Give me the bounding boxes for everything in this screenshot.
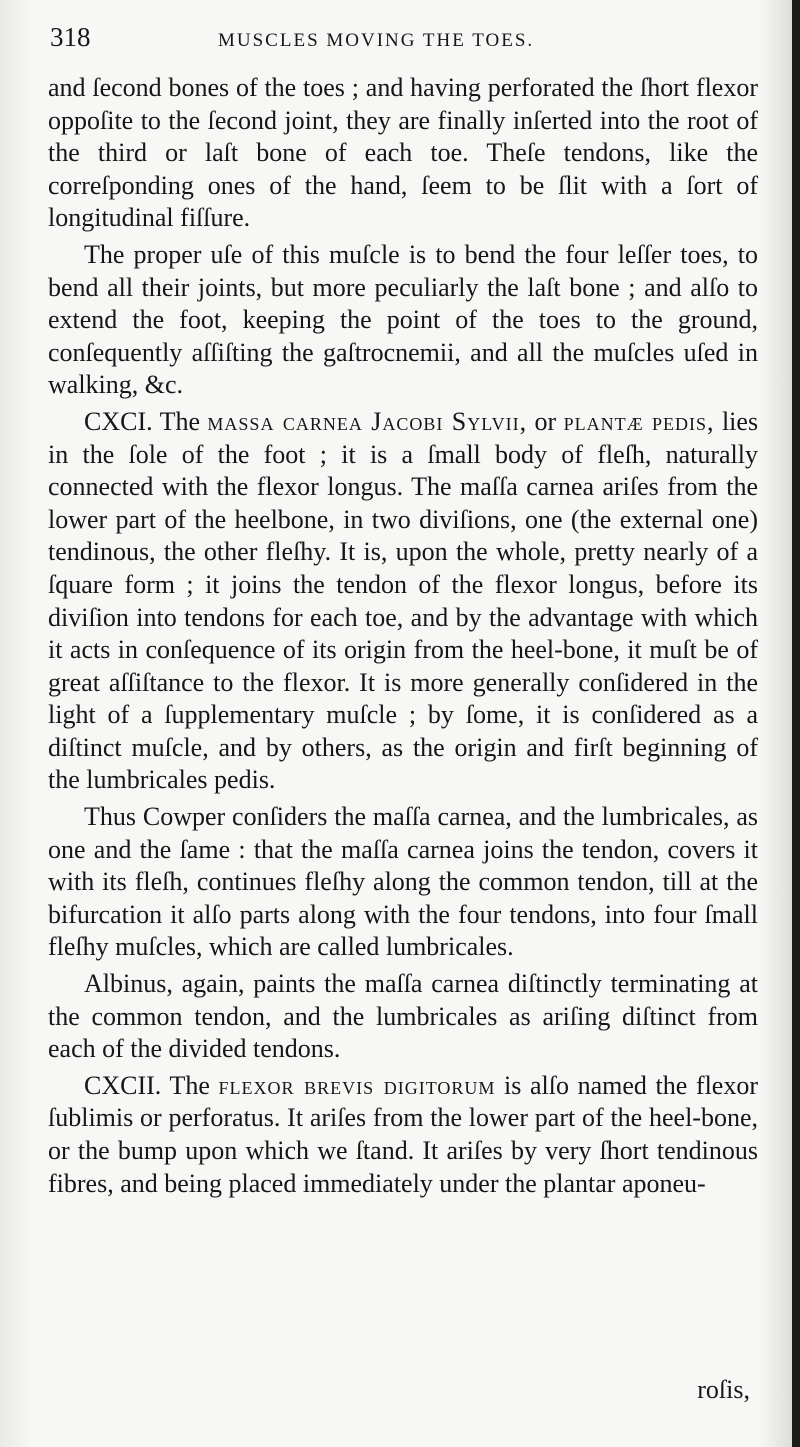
page-number: 318: [50, 22, 91, 52]
muscle-term: flexor brevis digitorum: [218, 1070, 496, 1100]
catchword: roſis,: [697, 1375, 750, 1404]
paragraph-word: The: [159, 406, 200, 436]
muscle-term: massa carnea Jacobi Sylvii,: [207, 406, 528, 436]
page-header: [50, 22, 760, 62]
body-text: [48, 72, 758, 1204]
paragraph-1: and ſecond bones of the toes ; and having perforated the ſhort flexor oppoſite to the ſecond joint, they are finally inſerted into the root of the third or laſt bone of each toe. Theſe tendons, like the correſponding ones of the hand, ſeem to be ſlit with a ſort of longitudinal fiſſure.: [48, 73, 758, 233]
paragraph-5: Albinus, again, paints the maſſa carnea diſtinctly terminating at the common tendon, and the lumbricales as ariſing diſtinct from each of the divided tendons.: [48, 969, 758, 1064]
paragraph-4: Thus Cowper conſiders the maſſa carnea, and the lumbricales, as one and the ſame : that the maſſa carnea joins the tendon, covers it with its fleſh, continues fleſhy along the common tendon, till at the bifurcation it alſo parts along with the four tendons, into four ſmall fleſhy muſcles, which are called lumbricales.: [48, 802, 758, 962]
page-edge-shadow: [792, 0, 800, 1447]
paragraph-text: lies in the ſole of the foot ; it is a ſmall body of fleſh, naturally connected with the flexor longus. The maſſa carnea ariſes from the lower part of the heelbone, in two diviſions, one (the external one) tendinous, the other fleſhy. It is, upon the whole, pretty nearly of a ſquare form ; it joins the tendon of the flexor longus, before its diviſion into tendons for each toe, and by the advantage with which it acts in conſequence of its origin from the heel-bone, it muſt be of great aſſiſtance to the flexor. It is more generally conſidered in the light of a ſupplementary muſcle ; by ſome, it is conſidered as a diſtinct muſcle, and by others, as the origin and firſt beginning of the lumbricales pedis.: [48, 406, 759, 795]
paragraph-word: The: [169, 1070, 210, 1100]
paragraph-2: The proper uſe of this muſcle is to bend the four leſſer toes, to bend all their joints, but more peculiarly the laſt bone ; and alſo to extend the foot, keeping the point of the toes to the ground, conſequently aſſiſting the gaſtrocnemii, and all the muſcles uſed in walking, &c.: [48, 239, 758, 400]
section-number: CXCII.: [84, 1070, 162, 1100]
section-number: CXCI.: [84, 406, 153, 436]
running-head: MUSCLES MOVING THE TOES.: [218, 30, 535, 51]
paragraph-3-cxci: [48, 406, 758, 797]
paragraph-text: is alſo named the flexor ſublimis or perforatus. It ariſes from the lower part of the heel-bone, or the bump upon which we ſtand. It ariſes by very ſhort tendinous fibres, and being placed immediately under the plantar aponeu-: [48, 1070, 759, 1198]
paragraph-6-cxcii: [48, 1070, 758, 1200]
muscle-term-alt: plantæ pedis,: [563, 406, 715, 436]
paragraph-word: or: [534, 406, 557, 436]
